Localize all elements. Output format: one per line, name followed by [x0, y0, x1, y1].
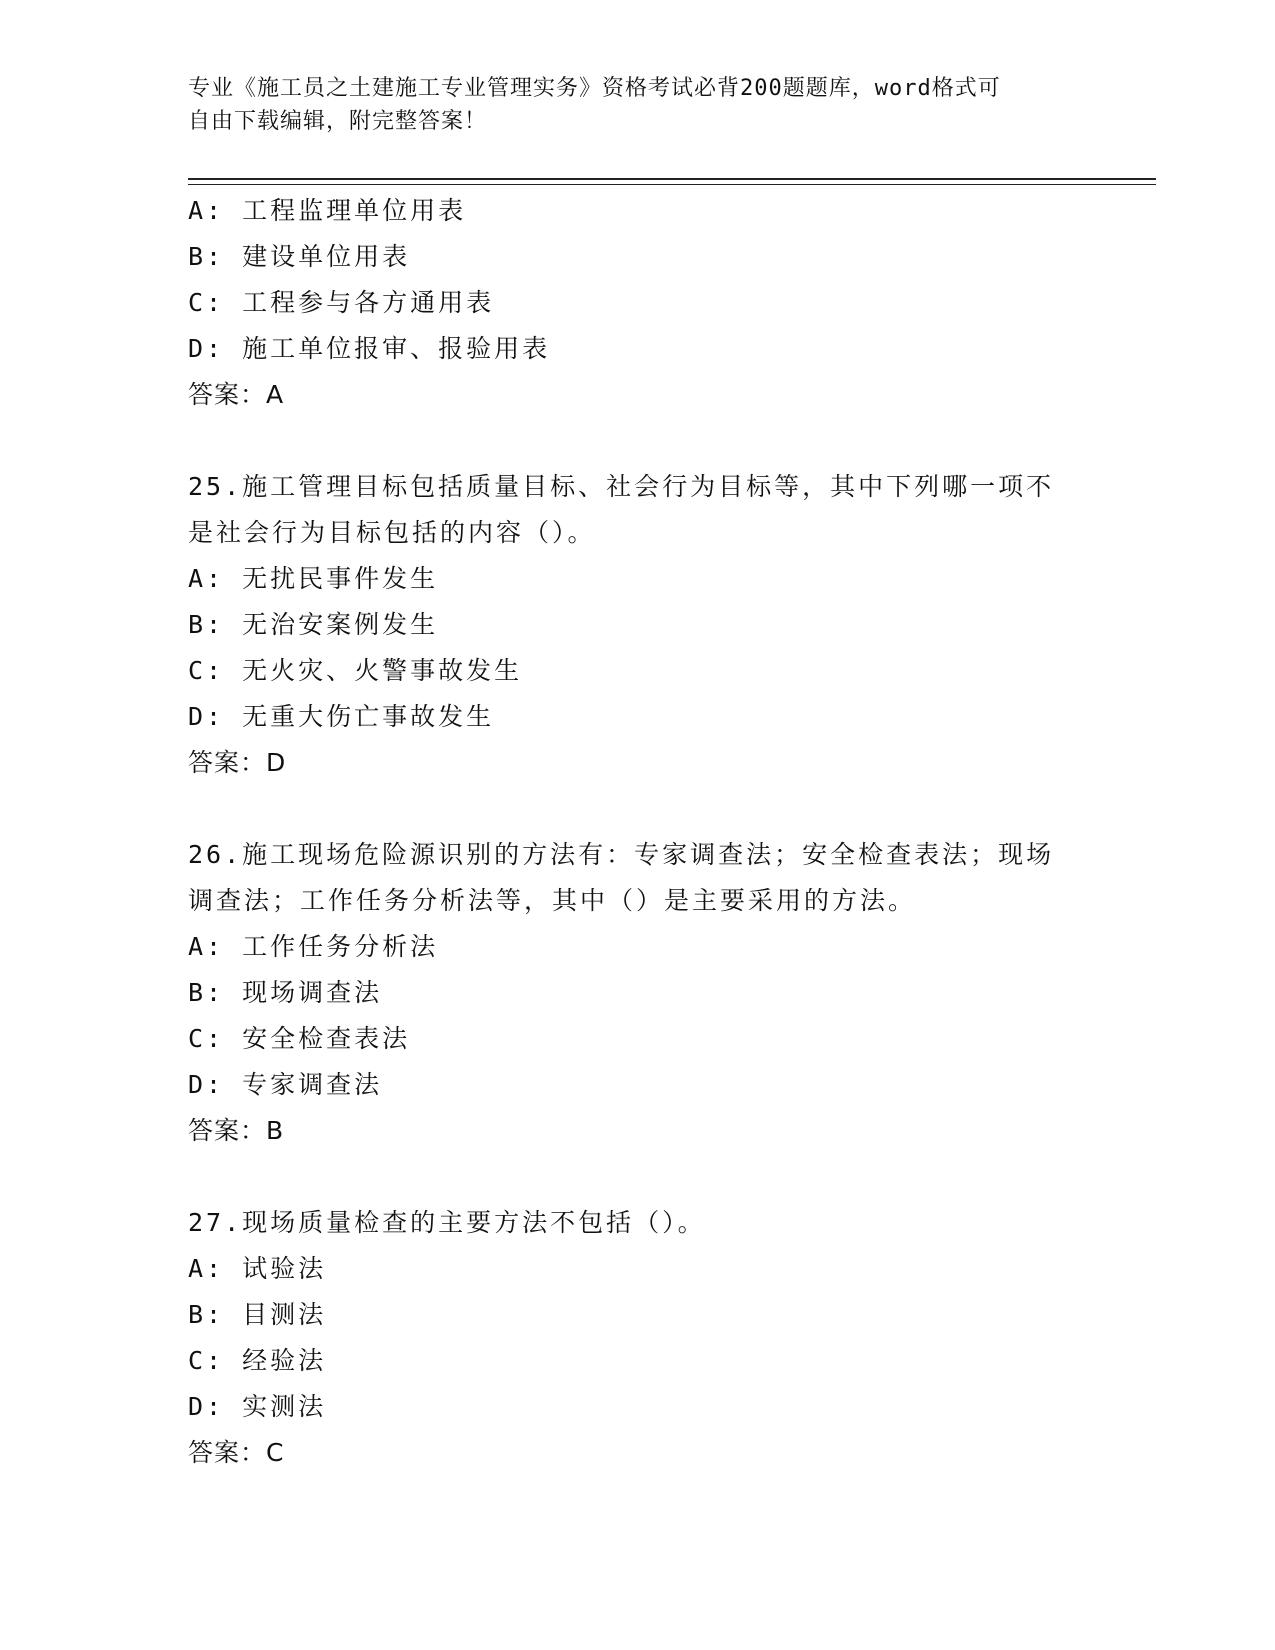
header-title-line-1: 专业《施工员之土建施工专业管理实务》资格考试必背200题题库，word格式可 — [188, 76, 1001, 101]
option-a: A: 工程监理单位用表 — [188, 196, 467, 225]
spacer — [188, 1154, 1088, 1200]
option-a: A: 无扰民事件发生 — [188, 564, 439, 593]
spacer — [188, 418, 1088, 464]
question-stem-line-1: 25.施工管理目标包括质量目标、社会行为目标等，其中下列哪一项不 — [188, 472, 1055, 501]
option-d: D: 施工单位报审、报验用表 — [188, 334, 551, 363]
question-stem-line-2: 是社会行为目标包括的内容（）。 — [188, 518, 596, 547]
option-b: B: 无治安案例发生 — [188, 610, 439, 639]
question-26 — [188, 832, 1088, 1154]
option-d: D: 实测法 — [188, 1392, 327, 1421]
option-c: C: 安全检查表法 — [188, 1024, 411, 1053]
option-c: C: 工程参与各方通用表 — [188, 288, 495, 317]
option-a: A: 工作任务分析法 — [188, 932, 439, 961]
document-header — [188, 72, 1088, 138]
option-b: B: 建设单位用表 — [188, 242, 411, 271]
header-title-line-2: 自由下载编辑，附完整答案！ — [188, 109, 488, 134]
option-b: B: 现场调查法 — [188, 978, 383, 1007]
question-stem-line-2: 调查法；工作任务分析法等，其中（）是主要采用的方法。 — [188, 886, 917, 915]
answer-line: 答案：C — [188, 1438, 285, 1467]
option-b: B: 目测法 — [188, 1300, 327, 1329]
header-divider-thick — [188, 178, 1156, 180]
header-divider-thin — [188, 184, 1156, 185]
option-d: D: 专家调查法 — [188, 1070, 383, 1099]
answer-line: 答案：B — [188, 1116, 285, 1145]
option-c: C: 无火灾、火警事故发生 — [188, 656, 523, 685]
question-list — [188, 188, 1088, 1476]
question-27 — [188, 1200, 1088, 1476]
option-c: C: 经验法 — [188, 1346, 327, 1375]
spacer — [188, 786, 1088, 832]
question-25 — [188, 464, 1088, 786]
question-stem-line-1: 26.施工现场危险源识别的方法有：专家调查法；安全检查表法；现场 — [188, 840, 1055, 869]
answer-line: 答案：A — [188, 380, 285, 409]
question-24 — [188, 188, 1088, 418]
option-d: D: 无重大伤亡事故发生 — [188, 702, 495, 731]
option-a: A: 试验法 — [188, 1254, 327, 1283]
answer-line: 答案：D — [188, 748, 287, 777]
question-stem-line-1: 27.现场质量检查的主要方法不包括（）。 — [188, 1208, 706, 1237]
